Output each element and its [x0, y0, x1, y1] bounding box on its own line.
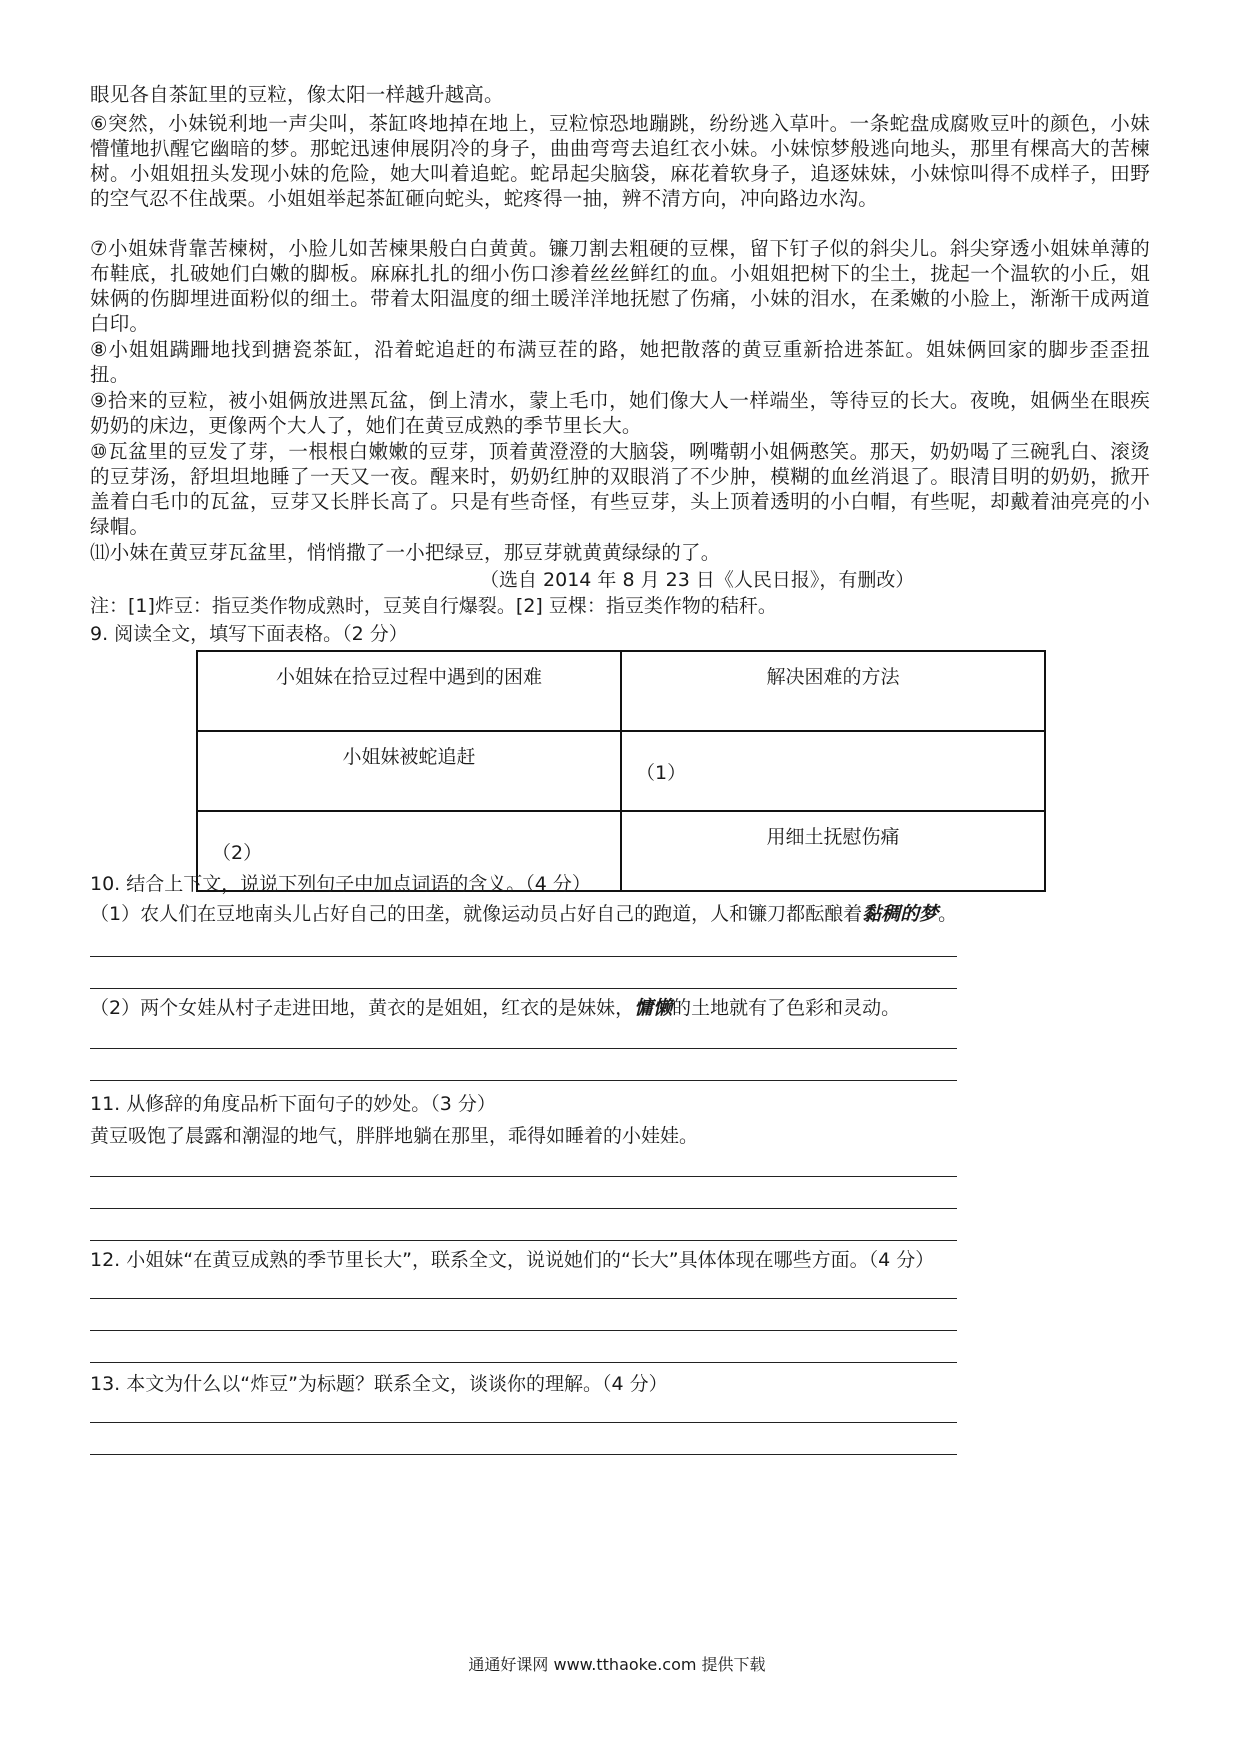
page-footer: 通通好课网 www.tthaoke.com 提供下载	[468, 1655, 766, 1674]
table-cell-difficulty-1: 小姐妹被蛇追赶	[197, 731, 621, 811]
answer-line[interactable]	[90, 1298, 957, 1299]
table-header-solution: 解决困难的方法	[621, 651, 1045, 731]
table-row	[197, 731, 1045, 811]
answer-line[interactable]	[90, 1330, 957, 1331]
answer-line[interactable]	[90, 988, 957, 989]
sentence-1-emphasized-word: 黏稠的梦	[862, 903, 939, 925]
passage-paragraph-8: ⑧小姐姐蹒跚地找到搪瓷茶缸，沿着蛇追赶的布满豆茬的路，她把散落的黄豆重新拾进茶缸。姐妹俩回家的脚步歪歪扭扭。	[90, 338, 1150, 386]
table-header-row	[197, 651, 1045, 731]
table-cell-answer-1[interactable]: （1）	[621, 731, 1045, 811]
sentence-1-end: 。	[938, 903, 958, 925]
passage-intro-line: 眼见各自茶缸里的豆粒，像太阳一样越升越高。	[90, 83, 504, 106]
answer-line[interactable]	[90, 1240, 957, 1241]
answer-line[interactable]	[90, 1362, 957, 1363]
passage-paragraph-11: ⑾小妹在黄豆芽瓦盆里，悄悄撒了一小把绿豆，那豆芽就黄黄绿绿的了。	[90, 541, 721, 564]
answer-line[interactable]	[90, 1176, 957, 1177]
table-cell-solution-2: 用细土抚慰伤痛	[621, 811, 1045, 891]
sentence-2-text: （2）两个女娃从村子走进田地，黄衣的是姐姐，红衣的是妹妹，	[90, 997, 635, 1019]
question-12-prompt: 12. 小姐妹“在黄豆成熟的季节里长大”，联系全文，说说她们的“长大”具体体现在哪些方面。（4 分）	[90, 1249, 935, 1271]
source-citation: （选自 2014 年 8 月 23 日《人民日报》，有删改）	[480, 569, 915, 591]
table-cell-answer-2[interactable]: （2）	[197, 811, 621, 891]
question-9-prompt: 9. 阅读全文，填写下面表格。（2 分）	[90, 623, 408, 645]
sentence-1-text: （1）农人们在豆地南头儿占好自己的田垄，就像运动员占好自己的跑道，人和镰刀都酝酿着	[90, 903, 863, 925]
answer-line[interactable]	[90, 956, 957, 957]
question-10-prompt: 10. 结合上下文，说说下列句子中加点词语的含义。（4 分）	[90, 873, 591, 895]
answer-line[interactable]	[90, 1208, 957, 1209]
question-9-table	[196, 650, 1046, 892]
question-10-sentence-1	[90, 902, 957, 927]
sentence-2-end: 的土地就有了色彩和灵动。	[672, 997, 901, 1019]
question-10-sentence-2	[90, 996, 900, 1021]
footnote: 注：[1]炸豆：指豆类作物成熟时，豆荚自行爆裂。[2] 豆棵：指豆类作物的秸秆。	[90, 595, 777, 617]
answer-line[interactable]	[90, 1422, 957, 1423]
passage-paragraph-7: ⑦小姐妹背靠苦楝树，小脸儿如苦楝果般白白黄黄。镰刀割去粗硬的豆棵，留下钉子似的斜尖儿。斜尖穿透小姐妹单薄的布鞋底，扎破她们白嫩的脚板。麻麻扎扎的细小伤口渗着丝丝鲜红的血。小姐姐把树下的尘土，拢起一个温软的小丘，姐妹俩的伤脚埋进面粉似的细土。带着太阳温度的细土暖洋洋地抚慰了伤痛，小妹的泪水，在柔嫩的小脸上，渐渐干成两道白印。	[90, 237, 1150, 335]
question-13-prompt: 13. 本文为什么以“炸豆”为标题？联系全文，谈谈你的理解。（4 分）	[90, 1373, 668, 1395]
question-11-sentence: 黄豆吸饱了晨露和潮湿的地气，胖胖地躺在那里，乖得如睡着的小娃娃。	[90, 1125, 699, 1147]
answer-line[interactable]	[90, 1048, 957, 1049]
question-11-prompt: 11. 从修辞的角度品析下面句子的妙处。（3 分）	[90, 1093, 496, 1115]
passage-paragraph-10: ⑩瓦盆里的豆发了芽，一根根白嫩嫩的豆芽，顶着黄澄澄的大脑袋，咧嘴朝小姐俩憨笑。那天，奶奶喝了三碗乳白、滚烫的豆芽汤，舒坦坦地睡了一天又一夜。醒来时，奶奶红肿的双眼消了不少肿，模糊的血丝消退了。眼清目明的奶奶，掀开盖着白毛巾的瓦盆，豆芽又长胖长高了。只是有些奇怪，有些豆芽，头上顶着透明的小白帽，有些呢，却戴着油亮亮的小绿帽。	[90, 440, 1150, 538]
answer-line[interactable]	[90, 1454, 957, 1455]
answer-line[interactable]	[90, 1080, 957, 1081]
passage-paragraph-9: ⑨拾来的豆粒，被小姐俩放进黑瓦盆，倒上清水，蒙上毛巾，她们像大人一样端坐，等待豆的长大。夜晚，姐俩坐在眼疾奶奶的床边，更像两个大人了，她们在黄豆成熟的季节里长大。	[90, 389, 1150, 437]
table-header-difficulty: 小姐妹在拾豆过程中遇到的困难	[197, 651, 621, 731]
passage-paragraph-6: ⑥突然，小妹锐利地一声尖叫，茶缸咚地掉在地上，豆粒惊恐地蹦跳，纷纷逃入草叶。一条蛇盘成腐败豆叶的颜色，小妹懵懂地扒醒它幽暗的梦。那蛇迅速伸展阴冷的身子，曲曲弯弯去追红衣小妹。小妹惊梦般逃向地头，那里有棵高大的苦楝树。小姐姐扭头发现小妹的危险，她大叫着追蛇。蛇昂起尖脑袋，麻花着软身子，追逐妹妹，小妹惊叫得不成样子，田野的空气忍不住战栗。小姐姐举起茶缸砸向蛇头，蛇疼得一抽，辨不清方向，冲向路边水沟。	[90, 112, 1150, 210]
sentence-2-emphasized-word: 慵懒	[634, 997, 673, 1019]
